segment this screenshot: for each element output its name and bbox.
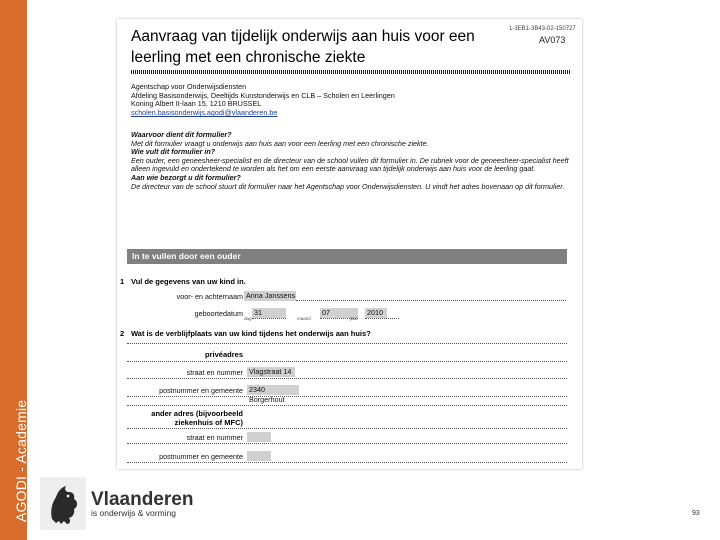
side-bar xyxy=(0,0,27,540)
document-title: Aanvraag van tijdelijk onderwijs aan huis voor een leerling met een chronische ziekte xyxy=(131,28,475,66)
info-question: Wie vult dit formulier in? xyxy=(131,147,216,157)
document-code: 1-3EB1-3B43-02-150727 xyxy=(509,26,576,32)
address-line: Agentschap voor Onderwijsdiensten xyxy=(131,82,247,91)
info-block xyxy=(131,131,571,191)
private-address-heading: privéadres xyxy=(205,350,243,359)
info-question: Waarvoor dient dit formulier? xyxy=(131,130,232,139)
day-label: dag xyxy=(244,316,252,321)
dotted-line xyxy=(365,318,399,319)
page-number: 93 xyxy=(692,510,700,517)
postal-label: postnummer en gemeente xyxy=(159,386,243,395)
dotted-line xyxy=(127,443,567,444)
dotted-line xyxy=(252,318,286,319)
question-text: Wat is de verblijfplaats van uw kind tijdens het onderwijs aan huis? xyxy=(131,329,371,338)
form-id: AV073 xyxy=(539,35,566,45)
postal-label: postnummer en gemeente xyxy=(159,452,243,461)
title-separator xyxy=(131,70,571,74)
lion-icon xyxy=(40,477,86,530)
section-header: In te vullen door een ouder xyxy=(127,249,567,264)
email-link[interactable]: scholen.basisonderwijs.agodi@vlaanderen.be xyxy=(131,108,278,118)
info-answer: Met dit formulier vraagt u onderwijs aan huis aan voor een leerling met een chronische ziekte. xyxy=(131,138,429,148)
name-field[interactable]: Anna Janssens xyxy=(246,291,296,300)
flanders-lion-logo xyxy=(40,477,86,530)
birth-year-field[interactable]: 2010 xyxy=(365,308,387,318)
dotted-line xyxy=(296,300,566,301)
info-answer: Een ouder, een geneesheer-specialist en de directeur van de school vullen dit formulier in. De rubriek voor de geneesheer-specialist heeft alleen ingevuld en ondertekend te worden als het om een eerste aanvraag van tijdelijk onderwijs aan huis voor de leerling gaat. xyxy=(131,155,569,174)
street-field[interactable]: Vlagstraat 14 xyxy=(247,367,295,377)
name-label: voor- en achternaam xyxy=(176,292,243,301)
month-label: maand xyxy=(297,316,311,321)
dotted-line xyxy=(127,378,567,379)
side-label: AGODI - Academie xyxy=(13,399,29,522)
birth-day-field[interactable]: 31 xyxy=(252,308,286,318)
brand-subtitle: is onderwijs & vorming xyxy=(91,508,177,518)
dotted-line xyxy=(127,396,567,397)
year-label: jaar xyxy=(350,316,358,321)
question-number: 2 xyxy=(120,329,125,338)
street-field-empty[interactable] xyxy=(247,432,271,442)
birthdate-label: geboortedatum xyxy=(194,309,243,318)
birth-month-field[interactable]: 07 xyxy=(320,308,358,318)
dotted-line xyxy=(127,343,567,344)
dotted-line xyxy=(127,462,567,463)
brand-name: Vlaanderen xyxy=(91,489,194,510)
address-block xyxy=(131,83,395,118)
other-address-heading: ander adres (bijvoorbeeld ziekenhuis of MFC) xyxy=(151,409,243,427)
postal-field-empty[interactable] xyxy=(247,451,271,461)
street-label: straat en nummer xyxy=(186,368,243,377)
dotted-line xyxy=(127,405,567,406)
question-number: 1 xyxy=(120,277,125,286)
info-answer: De directeur van de school stuurt dit formulier naar het Agentschap voor Onderwijsdiensten. U vindt het adres bovenaan op dit formulier. xyxy=(131,181,565,191)
info-question: Aan wie bezorgt u dit formulier? xyxy=(131,172,241,182)
address-line: Koning Albert II-laan 15, 1210 BRUSSEL xyxy=(131,99,262,109)
address-line: Afdeling Basisonderwijs, Deeltijds Kunstonderwijs en CLB – Scholen en Leerlingen xyxy=(131,90,395,100)
dotted-line xyxy=(127,361,567,362)
postal-field[interactable]: 2340 Borgerhout xyxy=(247,385,299,395)
dotted-line xyxy=(127,428,567,429)
document-page xyxy=(117,19,582,469)
question-text: Vul de gegevens van uw kind in. xyxy=(131,277,246,286)
street-label: straat en nummer xyxy=(186,433,243,442)
